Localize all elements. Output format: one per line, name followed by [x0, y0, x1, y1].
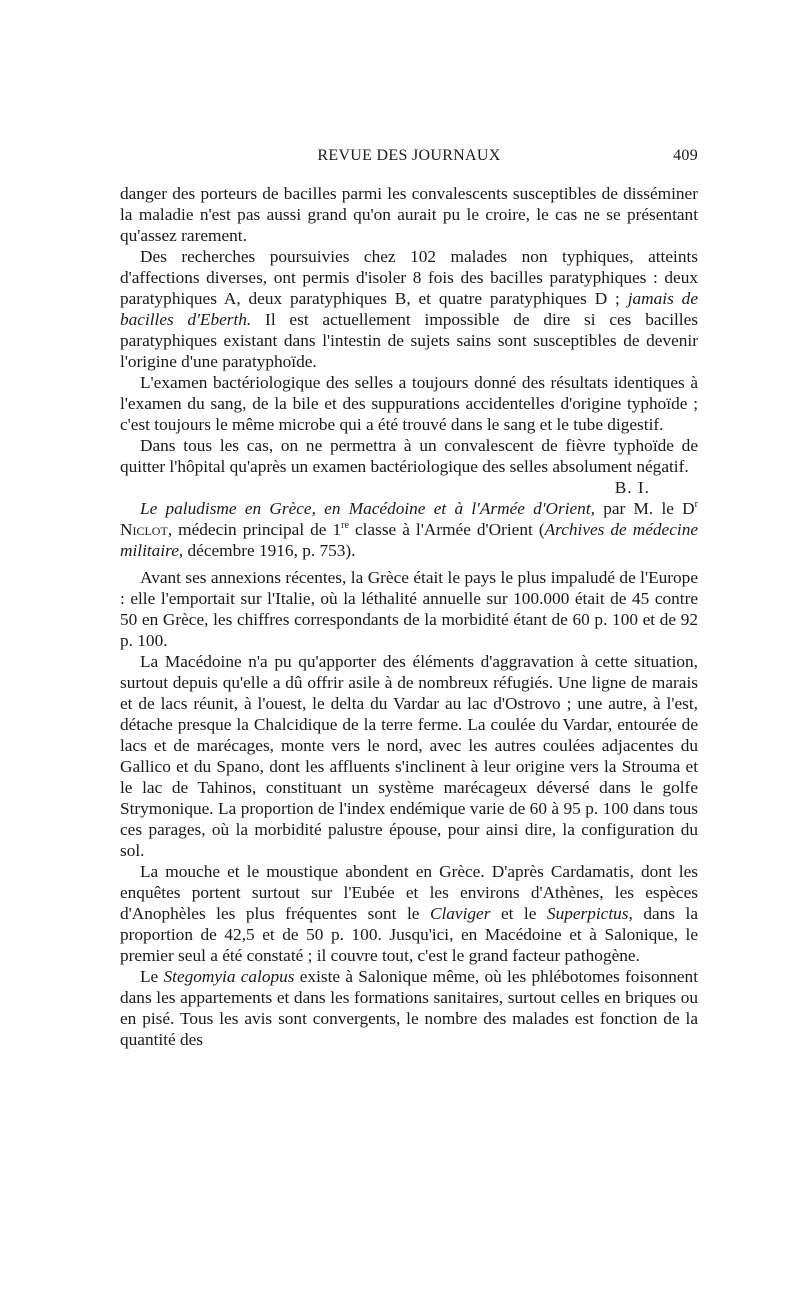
- article2-title: Le paludisme en Grèce, en Macédoine et à l'Armée d'Orient,: [140, 499, 595, 518]
- article2-p4-text: Le: [140, 967, 164, 986]
- article1-paragraph-4: [120, 435, 698, 497]
- article2-paragraph-3: [120, 861, 698, 966]
- article2-p3-text: La mouche et le moustique abondent en Grèce. D'après Cardamatis, dont les enquêtes portent surtout sur l'Eubée et les environs d'Athènes, les espèces d'Anophèles les plus fréquentes sont le: [120, 862, 698, 923]
- article2-role: , médecin principal de 1: [167, 520, 342, 539]
- article2-heading: [120, 498, 698, 561]
- article2-author: Niclot: [120, 520, 168, 539]
- article2-paragraph-4: [120, 966, 698, 1050]
- article1-paragraph-3: L'examen bactériologique des selles a toujours donné des résultats identiques à l'examen du sang, de la bile et des suppurations accidentelles d'origine typhoïde ; c'est toujours le même microbe qui a été trouvé dans le sang et le tube digestif.: [120, 373, 698, 434]
- running-head: [120, 147, 698, 169]
- article1-p4-text: Dans tous les cas, on ne permettra à un convalescent de fièvre typhoïde de quitter l'hôpital qu'après un examen bactériologique des selles absolument négatif.: [120, 436, 698, 476]
- page-number: 409: [673, 147, 698, 164]
- article2-dr-sup: r: [694, 499, 698, 511]
- article2-journal: Archives de médecine militaire,: [120, 520, 698, 560]
- article2-paragraph-1: Avant ses annexions récentes, la Grèce était le pays le plus impaludé de l'Europe : elle l'emportait sur l'Italie, où la léthalité annuelle sur 100.000 était de 45 contre 50 en Grèce, les chiffres correspondants de la morbidité étant de 60 p. 100 et de 92 p. 100.: [120, 568, 698, 650]
- article1-paragraph-1: danger des porteurs de bacilles parmi les convalescents susceptibles de disséminer la maladie n'est pas aussi grand qu'on aurait pu le croire, le cas ne se présentant qu'assez rarement.: [120, 184, 698, 245]
- article1-p2-italic: jamais de bacilles d'Eberth.: [120, 289, 698, 329]
- article1-p2-text: Des recherches poursuivies chez 102 malades non typhiques, atteints d'affections diverses, ont permis d'isoler 8 fois des bacilles paratyphiques : deux paratyphiques A, deux paratyphiques B, et quatre paratyphiques D ;: [120, 247, 698, 308]
- article1-signature: B. I.: [614, 478, 650, 497]
- article2-role-sup: re: [341, 520, 349, 532]
- article2-p3-text-3: dans la proportion de 42,5 et de 50 p. 100. Jusqu'ici, en Macédoine et à Salonique, le premier seul a été constaté ; il couvre tout, c'est le grand facteur pathogène.: [120, 904, 699, 965]
- article2-p4-text-2: existe à Salonique même, où les phlébotomes foisonnent dans les appartements et dans les formations sanitaires, surtout celles en briques ou en pisé. Tous les avis sont convergents, le nombre des malades est fonction de la quantité des: [120, 967, 699, 1049]
- article2-by: par M. le D: [594, 499, 695, 518]
- article1-p2-text-end: Il est actuellement impossible de dire si ces bacilles paratyphiques existant dans l'intestin de sujets sains sont susceptibles de devenir l'origine d'une paratyphoïde.: [120, 310, 698, 371]
- article2-p4-italic: Stegomyia calopus: [163, 967, 295, 986]
- body-text: [120, 183, 698, 1050]
- article2-citation: décembre 1916, p. 753).: [183, 541, 356, 560]
- article1-paragraph-2: [120, 246, 698, 372]
- article2-p3-italic-superpictus: Superpictus,: [546, 904, 633, 923]
- article2-role-end: classe à l'Armée d'Orient (: [348, 520, 545, 539]
- article2-paragraph-2: La Macédoine n'a pu qu'apporter des éléments d'aggravation à cette situation, surtout depuis qu'elle a dû offrir asile à de nombreux réfugiés. Une ligne de marais et de lacs réunit, à l'ouest, le delta du Vardar au lac d'Ostrovo ; une autre, à l'est, détache presque la Chalcidique de la terre ferme. La coulée du Vardar, entourée de lacs et de marécages, monte vers le nord, avec les autres coulées adjacentes du Gallico et du Spano, dont les affluents s'inclinent à leur origine vers la Strouma et le lac de Tahinos, constituant un système marécageux déversé dans le golfe Strymonique. La proportion de l'index endémique varie de 60 à 95 p. 100 dans tous ces parages, où la morbidité palustre épouse, pour ainsi dire, la configuration du sol.: [120, 652, 698, 860]
- running-title: REVUE DES JOURNAUX: [317, 147, 501, 164]
- article2-p3-text-2: et le: [490, 904, 547, 923]
- article2-p3-italic-claviger: Claviger: [429, 904, 491, 923]
